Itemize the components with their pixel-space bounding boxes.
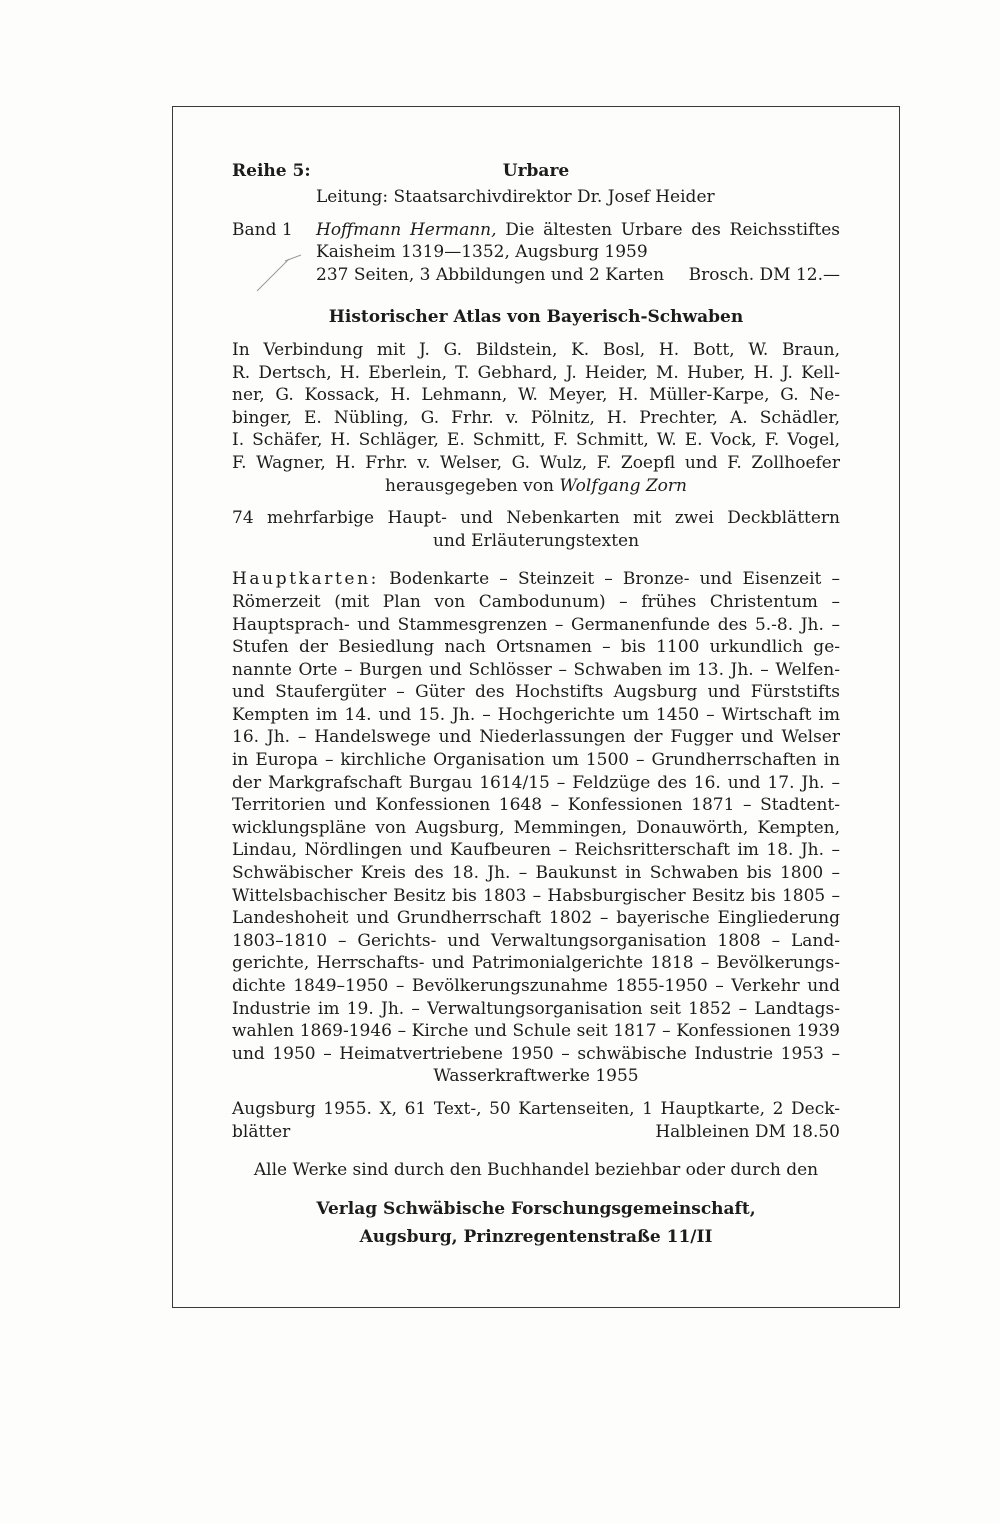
band-text <box>316 219 840 287</box>
hauptkarten-last: Wasserkraftwerke 1955 <box>433 1066 639 1087</box>
publisher-name: Verlag Schwäbische Forschungsgemeinschaft, <box>316 1198 756 1219</box>
atlas-editor <box>232 475 840 498</box>
maps-line-1: 74 mehrfarbige Haupt- und Nebenkarten mit zwei Deckblättern <box>232 508 840 529</box>
hauptkarten-line: Stufen der Besiedlung nach Ortsnamen – bis 1100 urkundlich ge- <box>232 637 840 658</box>
hauptkarten-line: Lindau, Nördlingen und Kaufbeuren – Reichsritterschaft im 18. Jh. – <box>232 840 840 861</box>
maps-line-2: und Erläuterungstexten <box>432 530 640 551</box>
hauptkarten-line: Kempten im 14. und 15. Jh. – Hochgerichte um 1450 – Wirtschaft im <box>232 704 840 725</box>
collaborators-line: binger, E. Nübling, G. Frhr. v. Pölnitz, H. Prechter, A. Schädler, <box>232 407 840 428</box>
band-line-1 <box>316 219 840 242</box>
hauptkarten-line: gerichte, Herrschafts- und Patrimonialgerichte 1818 – Bevölkerungs- <box>232 953 840 974</box>
hauptkarten-line: der Markgrafschaft Burgau 1614/15 – Feldzüge des 16. und 17. Jh. – <box>232 772 840 793</box>
availability-note: Alle Werke sind durch den Buchhandel beziehbar oder durch den <box>253 1160 819 1181</box>
hauptkarten-list <box>232 568 840 1088</box>
collaborators-line: F. Wagner, H. Frhr. v. Welser, G. Wulz, F. Zoepfl und F. Zollhoefer <box>232 452 840 473</box>
band-line-2: Kaisheim 1319—1352, Augsburg 1959 <box>316 242 648 263</box>
band-line-3 <box>316 264 840 287</box>
hauptkarten-line: und Staufergüter – Güter des Hochstifts Augsburg und Fürststifts <box>232 682 840 703</box>
band-title: Die ältesten Urbare des Reichsstiftes <box>505 219 840 240</box>
publisher-address: Augsburg, Prinzregentenstraße 11/II <box>359 1227 713 1248</box>
editor-prefix: herausgegeben von <box>385 475 554 496</box>
collaborators-line: In Verbindung mit J. G. Bildstein, K. Bosl, H. Bott, W. Braun, <box>232 339 840 360</box>
series-header <box>232 160 840 184</box>
collaborators-line: I. Schäfer, H. Schläger, E. Schmitt, F. Schmitt, W. E. Vock, F. Vogel, <box>232 430 840 451</box>
series-title: Urbare <box>502 161 570 181</box>
hauptkarten-line: nannte Orte – Burgen und Schlösser – Schwaben im 13. Jh. – Welfen- <box>232 659 840 680</box>
hauptkarten-line: wahlen 1869-1946 – Kirche und Schule seit 1817 – Konfessionen 1939 <box>232 1021 840 1042</box>
atlas-price: Halbleinen DM 18.50 <box>655 1121 840 1142</box>
hauptkarten-label: Hauptkarten: <box>232 569 379 590</box>
hauptkarten-line: 1803–1810 – Gerichts- und Verwaltungsorganisation 1808 – Land- <box>232 930 840 951</box>
hauptkarten-line: Industrie im 19. Jh. – Verwaltungsorganisation seit 1852 – Landtags- <box>232 998 840 1019</box>
hauptkarten-first: Bodenkarte – Steinzeit – Bronze- und Eisenzeit – <box>389 569 841 590</box>
hauptkarten-line: in Europa – kirchliche Organisation um 1500 – Grundherrschaften in <box>232 750 840 771</box>
atlas-maps-summary <box>232 507 840 552</box>
hauptkarten-line: Wittelsbachischer Besitz bis 1803 – Habsburgischer Besitz bis 1805 – <box>232 885 840 906</box>
collaborators-line: ner, G. Kossack, H. Lehmann, W. Meyer, H. Müller-Karpe, G. Ne- <box>232 385 840 406</box>
atlas-collaborators <box>232 339 840 497</box>
hauptkarten-line: Hauptsprach- und Stammesgrenzen – Germanenfunde des 5.-8. Jh. – <box>232 614 840 635</box>
document-body <box>232 160 840 1249</box>
hauptkarten-line: wicklungspläne von Augsburg, Memmingen, Donauwörth, Kempten, <box>232 817 840 838</box>
hauptkarten-line: Schwäbischer Kreis des 18. Jh. – Baukunst in Schwaben bis 1800 – <box>232 863 840 884</box>
atlas-publication <box>232 1098 840 1143</box>
publication-line-2 <box>232 1121 840 1144</box>
hauptkarten-line: Territorien und Konfessionen 1648 – Konfessionen 1871 – Stadtent- <box>232 795 840 816</box>
hauptkarten-line: Römerzeit (mit Plan von Cambodunum) – frühes Christentum – <box>232 591 840 612</box>
series-label: Reihe 5: <box>232 161 311 181</box>
collaborators-line: R. Dertsch, H. Eberlein, T. Gebhard, J. Heider, M. Huber, H. J. Kell- <box>232 362 840 383</box>
hauptkarten-line: dichte 1849–1950 – Bevölkerungszunahme 1855-1950 – Verkehr und <box>232 976 840 996</box>
band-author: Hoffmann Hermann, <box>316 219 497 240</box>
hauptkarten-line <box>232 568 840 591</box>
series-leitung: Leitung: Staatsarchivdirektor Dr. Josef Heider <box>316 187 715 207</box>
publication-blaetter: blätter <box>232 1121 291 1142</box>
hauptkarten-line: Landeshoheit und Grundherrschaft 1802 – bayerische Eingliederung <box>232 908 840 929</box>
hauptkarten-line: 16. Jh. – Handelswege und Niederlassungen der Fugger und Welser <box>232 727 840 748</box>
band-entry <box>232 219 840 287</box>
band-price: Brosch. DM 12.— <box>688 264 840 285</box>
editor-name: Wolfgang Zorn <box>559 475 687 496</box>
band-label: Band 1 <box>232 219 293 240</box>
atlas-title: Historischer Atlas von Bayerisch-Schwaben <box>328 307 744 328</box>
band-pages: 237 Seiten, 3 Abbildungen und 2 Karten <box>316 264 665 285</box>
publication-line-1: Augsburg 1955. X, 61 Text-, 50 Kartenseiten, 1 Hauptkarte, 2 Deck- <box>232 1098 840 1119</box>
hauptkarten-line: und 1950 – Heimatvertriebene 1950 – schwäbische Industrie 1953 – <box>232 1043 840 1064</box>
